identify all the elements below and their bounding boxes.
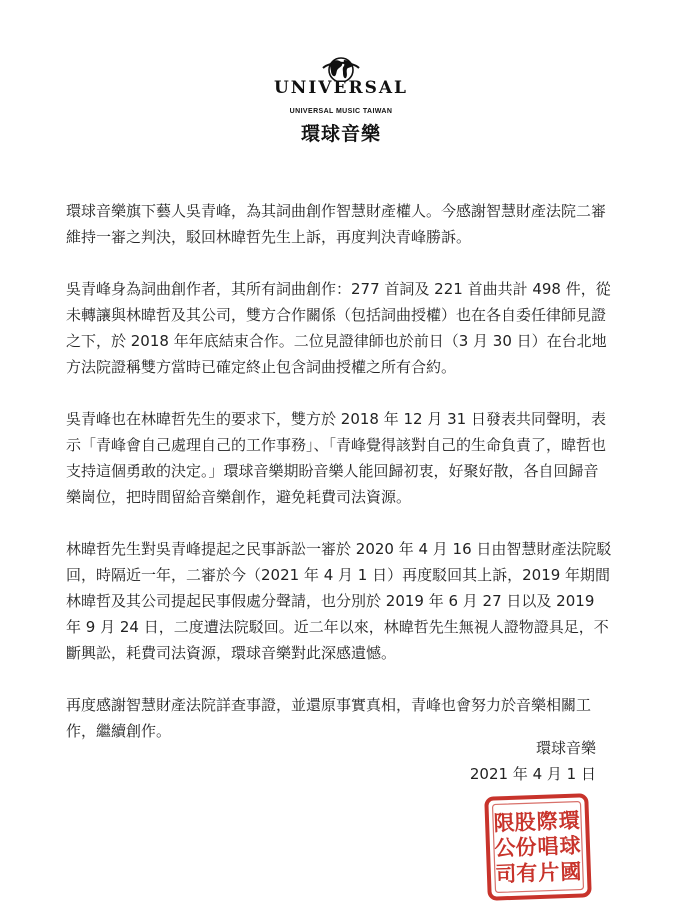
seal-character: 唱 (537, 833, 559, 860)
seal-character: 際 (536, 808, 559, 835)
seal-character: 有 (515, 860, 538, 886)
seal-character: 環 (558, 807, 581, 834)
brand-subtitle: UNIVERSAL MUSIC TAIWAN (289, 108, 393, 115)
seal-character: 國 (559, 858, 582, 885)
seal-character: 球 (559, 832, 581, 859)
paragraph-2: 吳青峰身為詞曲創作者，其所有詞曲創作：277 首詞及 221 首曲共計 498 件，從未轉讓與林暐哲及其公司，雙方合作關係（包括詞曲授權）也在各自委任律師見證之下，於 2018 年年底結束合作。二位見證律師也於前日（3 月 30 日）在台北地方法院證稱雙方當時已確定終止包含詞曲授權之所有合約。 (66, 280, 611, 376)
letterhead (0, 52, 682, 146)
brand-wordmark: UNIVERSAL (273, 78, 408, 98)
seal-character: 份 (515, 834, 537, 860)
seal-character: 限 (493, 809, 516, 836)
paragraph-1: 環球音樂旗下藝人吳青峰，為其詞曲創作智慧財產權人。今感謝智慧財產法院二審維持一審之判決，駁回林暐哲先生上訴，再度判決青峰勝訴。 (66, 202, 607, 246)
paragraph-5: 再度感謝智慧財產法院詳查事證，並還原事實真相，青峰也會努力於音樂相關工作，繼續創作。 (66, 696, 592, 740)
seal-character: 片 (537, 859, 560, 885)
statement-body (66, 198, 612, 770)
paragraph-4: 林暐哲先生對吳青峰提起之民事訴訟一審於 2020 年 4 月 16 日由智慧財產法院駁回，時隔近一年，二審於今（2021 年 4 月 1 日）再度駁回其上訴，2019 年期間林暐哲及其公司提起民事假處分聲請，也分別於 2019 年 6 月 27 日以及 2019 年 9 月 24 日，二度遭法院駁回。近二年以來，林暐哲先生無視人證物證具足，不斷興訟，耗費司法資源，環球音樂對此深感遺憾。 (66, 540, 612, 662)
seal-character: 股 (514, 809, 537, 835)
brand-chinese-name: 環球音樂 (300, 123, 381, 145)
seal-character: 司 (494, 860, 517, 887)
signature-block (470, 735, 596, 787)
signature-date: 2021 年 4 月 1 日 (469, 765, 596, 783)
seal-character: 公 (494, 834, 516, 861)
paragraph-3: 吳青峰也在林暐哲先生的要求下，雙方於 2018 年 12 月 31 日發表共同聲明，表示「青峰會自己處理自己的工作事務」、「青峰覺得該對自己的生命負責了，暐哲也支持這個勇敢的決定。」環球音樂期盼音樂人能回歸初衷，好聚好散，各自回歸音樂崗位，把時間留給音樂創作，避免耗費司法資源。 (66, 410, 607, 506)
company-seal (483, 792, 593, 902)
signature-name: 環球音樂 (535, 739, 596, 757)
